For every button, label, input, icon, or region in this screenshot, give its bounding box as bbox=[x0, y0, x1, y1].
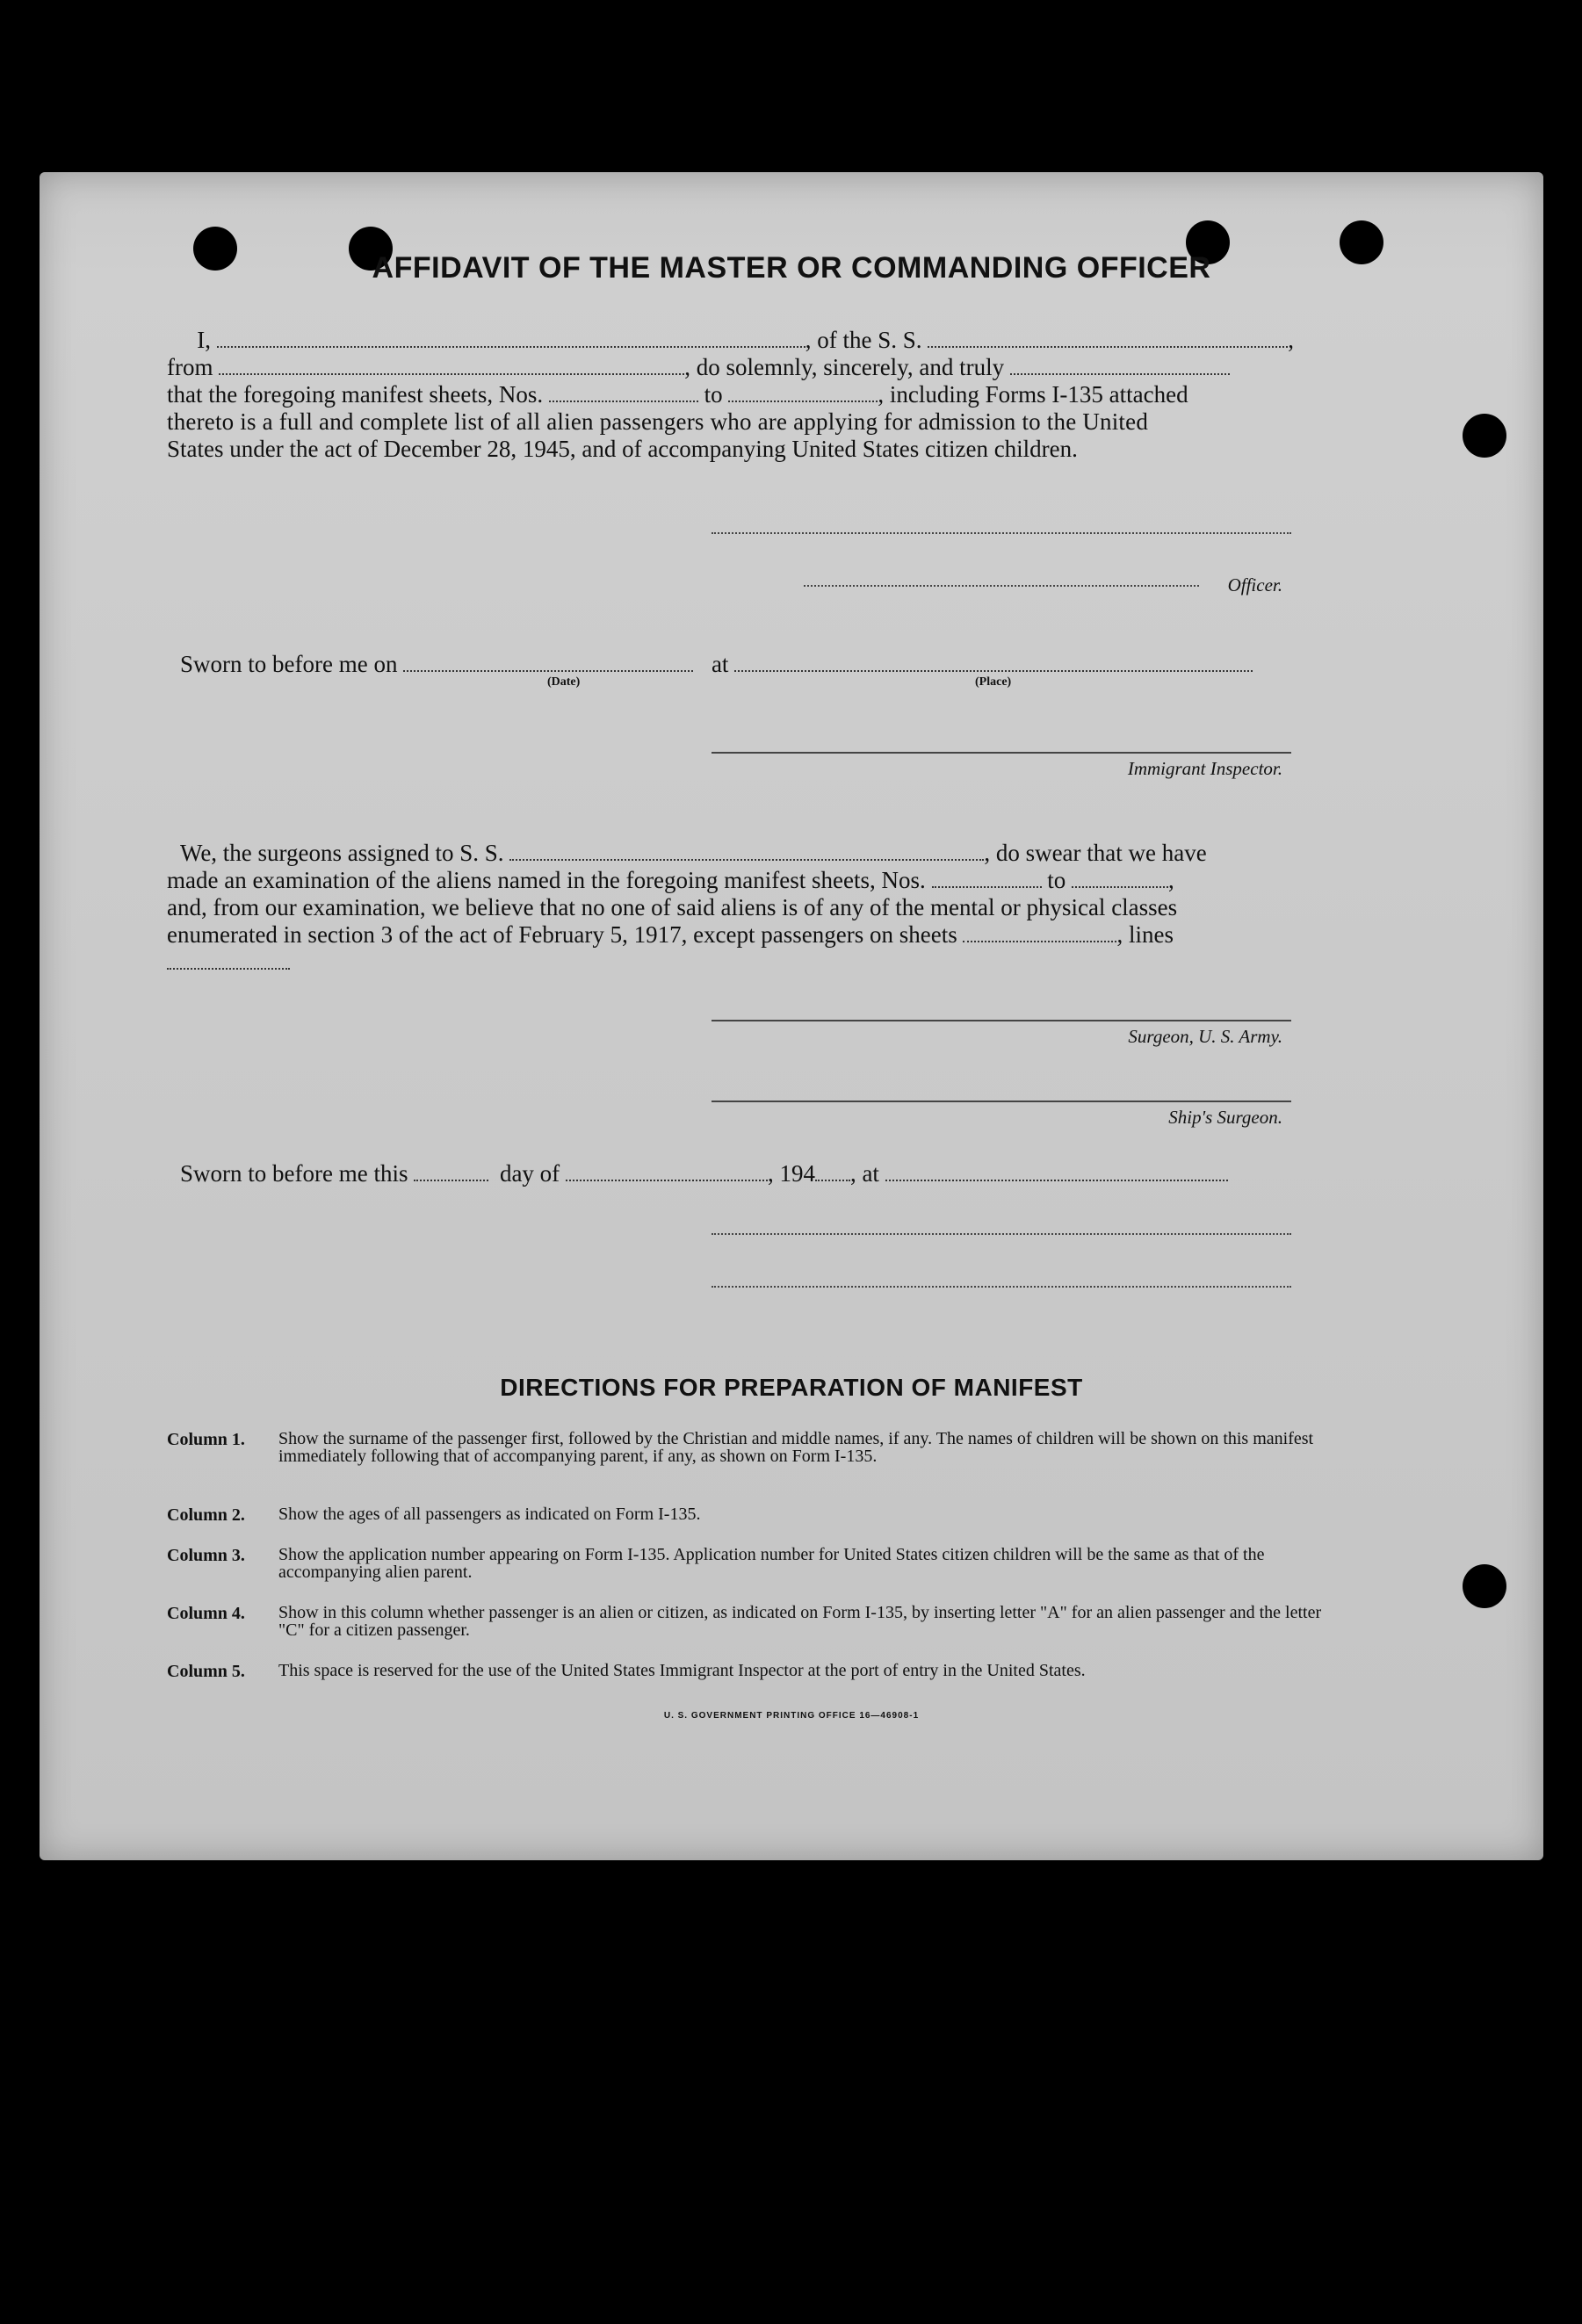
swear-text: , do swear that we have bbox=[984, 840, 1207, 866]
from-text: from bbox=[167, 354, 213, 380]
oath-field[interactable] bbox=[1010, 372, 1230, 375]
sworn-this-text: Sworn to before me this bbox=[180, 1160, 408, 1187]
printing-office-footer: U. S. GOVERNMENT PRINTING OFFICE 16—46908-1 bbox=[663, 1711, 920, 1721]
sworn-year-field[interactable] bbox=[815, 1179, 850, 1181]
surgeons-line-1 bbox=[180, 840, 1207, 867]
to-text: to bbox=[704, 381, 723, 408]
affidavit-line-5: States under the act of December 28, 1945, and of accompanying United States citizen children. bbox=[167, 436, 1078, 462]
form-page bbox=[40, 172, 1543, 1860]
sworn-date-field[interactable] bbox=[403, 669, 693, 672]
column-direction: Show the ages of all passengers as indicated on Form I-135. bbox=[278, 1505, 701, 1524]
punch-hole bbox=[1463, 1564, 1506, 1608]
affidavit-line-2 bbox=[167, 354, 1335, 381]
affidavit-line-1 bbox=[167, 327, 1335, 354]
examination-text: made an examination of the aliens named in the foregoing manifest sheets, Nos. bbox=[167, 867, 926, 893]
ship-surgeon-signature-line[interactable] bbox=[712, 1101, 1291, 1102]
sheet-from-field[interactable] bbox=[549, 400, 698, 402]
pronoun-i: I, bbox=[197, 327, 211, 353]
surgeons-text: We, the surgeons assigned to S. S. bbox=[180, 840, 504, 866]
ship-surgeon-label: Ship's Surgeon. bbox=[1168, 1107, 1282, 1128]
column-direction: Show the surname of the passenger first, followed by the Christian and middle names, if any. The names of children will be shown on this manifest immediately following that of accompanying parent, if any, as shown on Form I-135. bbox=[278, 1429, 1314, 1466]
surgeons-line-4 bbox=[167, 921, 1335, 949]
signature-line[interactable] bbox=[712, 1233, 1291, 1235]
sheet-to-field[interactable] bbox=[728, 400, 878, 402]
army-surgeon-signature-line[interactable] bbox=[712, 1020, 1291, 1021]
lines-text: , lines bbox=[1116, 921, 1174, 948]
affidavit-line-4: thereto is a full and complete list of all alien passengers who are applying for admission to the United bbox=[167, 408, 1149, 435]
including-text: , including Forms I-135 attached bbox=[878, 381, 1188, 408]
affidavit-title: AFFIDAVIT OF THE MASTER OR COMMANDING OFFICER bbox=[372, 251, 1211, 285]
sworn-line-1 bbox=[180, 651, 1253, 678]
day-of-text: day of bbox=[499, 1160, 560, 1187]
of-ss-text: , of the S. S. bbox=[805, 327, 922, 353]
affidavit-line-3 bbox=[167, 381, 1335, 408]
officer-label: Officer. bbox=[1227, 574, 1282, 595]
place-caption: (Place) bbox=[975, 675, 1012, 689]
punch-hole bbox=[1463, 414, 1506, 458]
date-caption: (Date) bbox=[547, 675, 581, 689]
sworn-day-field[interactable] bbox=[414, 1179, 488, 1181]
sworn-line-2 bbox=[180, 1160, 1228, 1187]
directions-title: DIRECTIONS FOR PREPARATION OF MANIFEST bbox=[500, 1374, 1083, 1401]
sworn2-place-field[interactable] bbox=[885, 1179, 1228, 1181]
surgeon-sheet-to-field[interactable] bbox=[1072, 885, 1168, 888]
solemnly-text: , do solemnly, sincerely, and truly bbox=[684, 354, 1005, 380]
column-direction: Show in this column whether passenger is an alien or citizen, as indicated on Form I-135, by inserting letter "A" for an alien passenger and the letter "C" for a citizen passenger. bbox=[278, 1603, 1322, 1640]
signature-line[interactable] bbox=[712, 1286, 1291, 1288]
to-text: to bbox=[1047, 867, 1066, 893]
surgeon-sheet-from-field[interactable] bbox=[932, 885, 1042, 888]
inspector-label: Immigrant Inspector. bbox=[1127, 758, 1282, 779]
enumerated-text: enumerated in section 3 of the act of February 5, 1917, except passengers on sheets bbox=[167, 921, 957, 948]
column-label: Column 3. bbox=[167, 1546, 245, 1565]
surgeons-ship-field[interactable] bbox=[509, 858, 984, 861]
column-label: Column 5. bbox=[167, 1662, 245, 1681]
ship-name-field[interactable] bbox=[928, 345, 1288, 348]
army-surgeon-label: Surgeon, U. S. Army. bbox=[1128, 1026, 1282, 1047]
comma: , bbox=[1168, 867, 1174, 893]
sworn-text: Sworn to before me on bbox=[180, 651, 398, 677]
from-port-field[interactable] bbox=[219, 372, 684, 375]
at-text: , at bbox=[849, 1160, 879, 1187]
column-direction: Show the application number appearing on Form I-135. Application number for United States citizen children will be the same as that of the accompanying alien parent. bbox=[278, 1545, 1265, 1582]
column-label: Column 1. bbox=[167, 1430, 245, 1449]
except-sheets-field[interactable] bbox=[963, 940, 1116, 942]
inspector-signature-line[interactable] bbox=[712, 752, 1291, 754]
year-prefix-text: , 194 bbox=[767, 1160, 815, 1187]
except-lines-field[interactable] bbox=[167, 967, 290, 970]
sworn-month-field[interactable] bbox=[566, 1179, 768, 1181]
at-text: at bbox=[711, 651, 729, 677]
signature-line[interactable] bbox=[712, 532, 1291, 534]
surgeons-line-3: and, from our examination, we believe that no one of said aliens is of any of the mental or physical classes bbox=[167, 894, 1178, 920]
surgeons-line-2 bbox=[167, 867, 1335, 894]
column-direction: This space is reserved for the use of the United States Immigrant Inspector at the port of entry in the United States. bbox=[278, 1661, 1086, 1680]
sworn-place-field[interactable] bbox=[734, 669, 1253, 672]
comma: , bbox=[1288, 327, 1295, 353]
manifest-sheets-text: that the foregoing manifest sheets, Nos. bbox=[167, 381, 544, 408]
column-label: Column 4. bbox=[167, 1604, 245, 1623]
column-label: Column 2. bbox=[167, 1505, 245, 1525]
surgeons-line-5 bbox=[167, 949, 1335, 976]
master-name-field[interactable] bbox=[217, 345, 805, 348]
